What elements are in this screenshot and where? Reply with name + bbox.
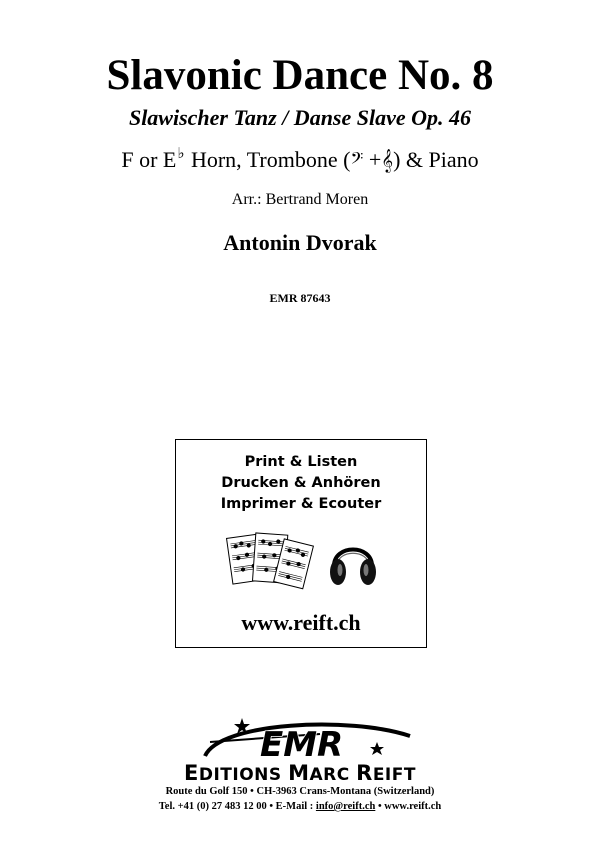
publisher-name-part: E (184, 761, 199, 785)
contact-phone: Tel. +41 (0) 27 483 12 00 • E-Mail : (158, 801, 316, 812)
publisher-address: Route du Golf 150 • CH-3963 Crans-Montana (Switzerland) (165, 786, 435, 797)
sheet-music-icon (224, 528, 314, 592)
contact-email-link[interactable]: info@reift.ch (315, 801, 376, 812)
publisher-name-part: M (288, 761, 310, 785)
logo-text: EMR (260, 725, 344, 765)
headphones-icon (328, 532, 378, 590)
publisher-name-part: R (356, 761, 373, 785)
flat-sign: ♭ (177, 146, 185, 162)
plus-sign: + (363, 147, 382, 172)
contact-website: • www.reift.ch (375, 801, 442, 812)
instrumentation-part1: F or E (121, 147, 177, 172)
treble-clef-icon: 𝄞 (381, 148, 394, 172)
publisher-name-part: EIFT (372, 765, 416, 785)
bass-clef-icon: 𝄢 (350, 148, 364, 172)
promo-line-english: Print & Listen (244, 454, 358, 470)
page-title: Slavonic Dance No. 8 (106, 52, 494, 99)
print-listen-box (175, 439, 427, 648)
instrumentation (0, 146, 600, 177)
promo-website[interactable]: www.reift.ch (241, 610, 361, 635)
promo-line-german: Drucken & Anhören (221, 475, 381, 491)
instrumentation-part3: ) & Piano (393, 147, 479, 172)
catalog-number: EMR 87643 (269, 291, 331, 305)
publisher-name-part: ARC (309, 765, 357, 785)
publisher-name-part: DITIONS (198, 765, 289, 785)
publisher-name (0, 762, 600, 786)
page-subtitle: Slawischer Tanz / Danse Slave Op. 46 (128, 105, 472, 130)
arranger: Arr.: Bertrand Moren (231, 191, 369, 208)
composer: Antonin Dvorak (223, 230, 377, 255)
promo-line-french: Imprimer & Ecouter (220, 496, 382, 512)
instrumentation-part2: Horn, Trombone ( (185, 147, 351, 172)
publisher-contact (0, 800, 600, 814)
